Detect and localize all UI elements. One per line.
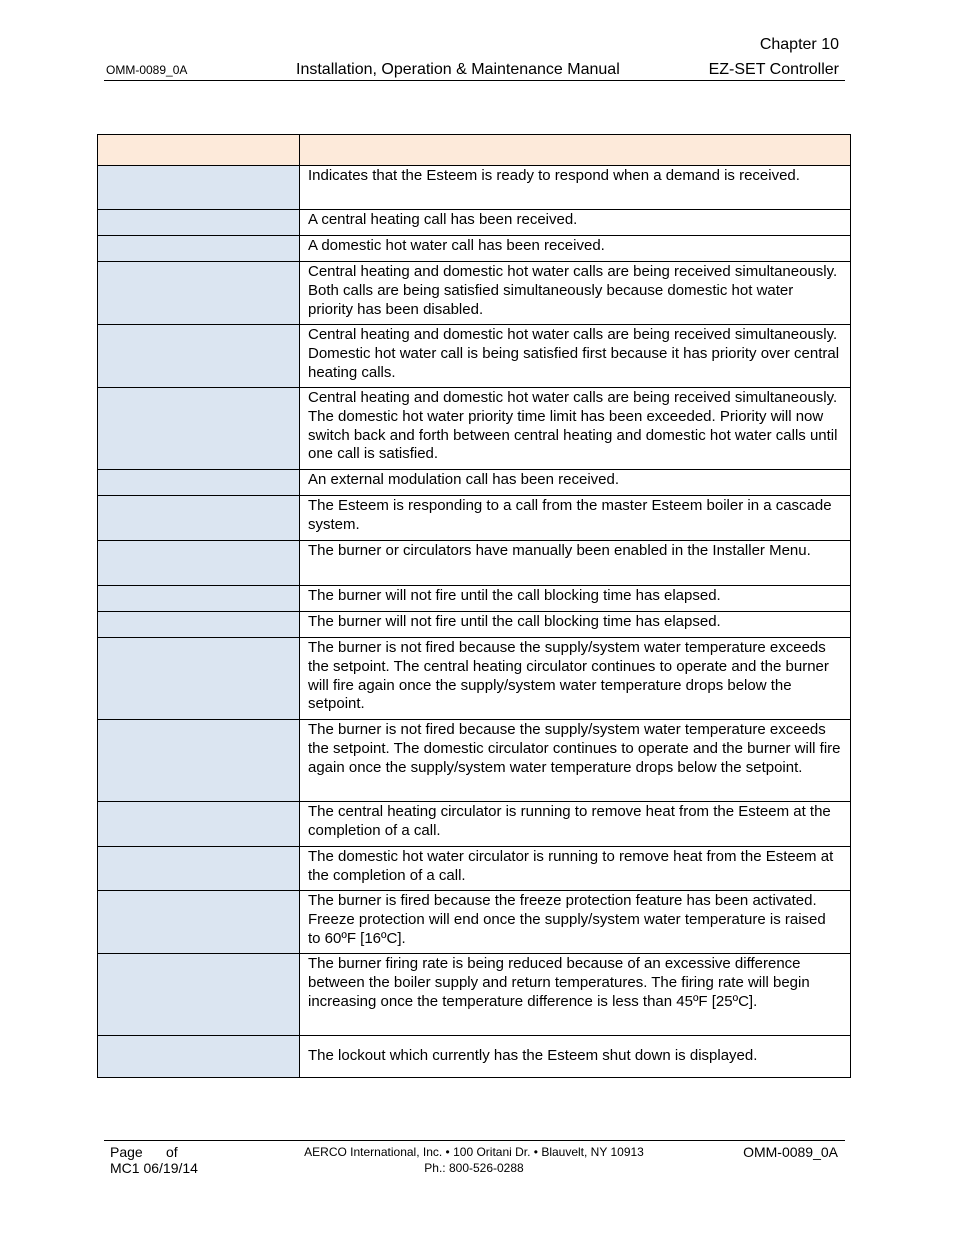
description-cell: The burner firing rate is being reduced because of an excessive difference between the boiler supply and return temperatures. The firing rate will begin increasing once the temperature difference is less than 45ºF [25ºC]. — [300, 954, 851, 1036]
status-cell — [98, 638, 300, 720]
status-cell — [98, 210, 300, 236]
footer-doc-number: OMM-0089_0A — [743, 1144, 838, 1160]
status-cell — [98, 236, 300, 262]
description-cell: Indicates that the Esteem is ready to respond when a demand is received. — [300, 166, 851, 210]
description-cell: The burner or circulators have manually been enabled in the Installer Menu. — [300, 541, 851, 586]
table-row — [98, 1036, 851, 1078]
table-row — [98, 470, 851, 496]
header-doc-number: OMM-0089_0A — [106, 63, 188, 77]
table-row — [98, 325, 851, 388]
footer-of-label: of — [166, 1144, 178, 1160]
description-cell: The burner is not fired because the supply/system water temperature exceeds the setpoint. The domestic circulator continues to operate and the burner will fire again once the supply/system water temperature drops below the setpoint. — [300, 720, 851, 802]
table-row — [98, 847, 851, 891]
description-cell: The domestic hot water circulator is running to remove heat from the Esteem at the completion of a call. — [300, 847, 851, 891]
description-cell: The lockout which currently has the Esteem shut down is displayed. — [300, 1036, 851, 1078]
table-row — [98, 954, 851, 1036]
footer-rule — [104, 1140, 845, 1141]
description-cell: Central heating and domestic hot water calls are being received simultaneously. Both calls are being satisfied simultaneously because domestic hot water priority has been disabled. — [300, 262, 851, 325]
table-row — [98, 638, 851, 720]
manual-title: Installation, Operation & Maintenance Manual — [296, 61, 620, 78]
status-cell — [98, 470, 300, 496]
status-cell — [98, 720, 300, 802]
status-cell — [98, 325, 300, 388]
chapter-label: Chapter 10 — [759, 36, 839, 53]
description-cell: A domestic hot water call has been received. — [300, 236, 851, 262]
footer-page-label: Page — [110, 1144, 143, 1160]
footer-phone: Ph.: 800-526-0288 — [424, 1161, 524, 1175]
description-cell: Central heating and domestic hot water calls are being received simultaneously. The domestic hot water priority time limit has been exceeded. Priority will now switch back and forth between central heating and domestic hot water calls until one call is satisfied. — [300, 388, 851, 470]
description-cell: The Esteem is responding to a call from the master Esteem boiler in a cascade system. — [300, 496, 851, 541]
table-row — [98, 388, 851, 470]
status-cell — [98, 802, 300, 847]
description-cell: The burner is fired because the freeze protection feature has been activated. Freeze protection will end once the supply/system water temperature is raised to 60ºF [16ºC]. — [300, 891, 851, 954]
table-row — [98, 612, 851, 638]
table-row — [98, 802, 851, 847]
description-cell: The burner will not fire until the call blocking time has elapsed. — [300, 586, 851, 612]
description-cell: The burner is not fired because the supply/system water temperature exceeds the setpoint. The central heating circulator continues to operate and the burner will fire again once the supply/system water temperature drops below the setpoint. — [300, 638, 851, 720]
table-header-row — [98, 135, 851, 166]
status-cell — [98, 1036, 300, 1078]
status-cell — [98, 612, 300, 638]
status-cell — [98, 388, 300, 470]
status-cell — [98, 262, 300, 325]
footer-address: AERCO International, Inc. • 100 Oritani Dr. • Blauvelt, NY 10913 — [304, 1145, 644, 1159]
table-row — [98, 720, 851, 802]
header-rule — [104, 80, 845, 81]
section-title: EZ-SET Controller — [708, 61, 839, 78]
table-row — [98, 496, 851, 541]
status-cell — [98, 541, 300, 586]
description-cell: The central heating circulator is running to remove heat from the Esteem at the completion of a call. — [300, 802, 851, 847]
status-table — [97, 134, 851, 1078]
table-row — [98, 262, 851, 325]
description-cell: An external modulation call has been received. — [300, 470, 851, 496]
status-cell — [98, 847, 300, 891]
status-cell — [98, 496, 300, 541]
table-row — [98, 166, 851, 210]
header-cell-status — [98, 135, 300, 166]
table-row — [98, 210, 851, 236]
table-row — [98, 541, 851, 586]
description-cell: The burner will not fire until the call blocking time has elapsed. — [300, 612, 851, 638]
table-row — [98, 236, 851, 262]
footer-revision: MC1 06/19/14 — [110, 1160, 198, 1176]
status-cell — [98, 891, 300, 954]
description-cell: Central heating and domestic hot water calls are being received simultaneously. Domestic hot water call is being satisfied first because it has priority over central heating calls. — [300, 325, 851, 388]
status-cell — [98, 166, 300, 210]
header-cell-description — [300, 135, 851, 166]
description-cell: A central heating call has been received. — [300, 210, 851, 236]
status-cell — [98, 586, 300, 612]
table-row — [98, 586, 851, 612]
status-cell — [98, 954, 300, 1036]
table-row — [98, 891, 851, 954]
